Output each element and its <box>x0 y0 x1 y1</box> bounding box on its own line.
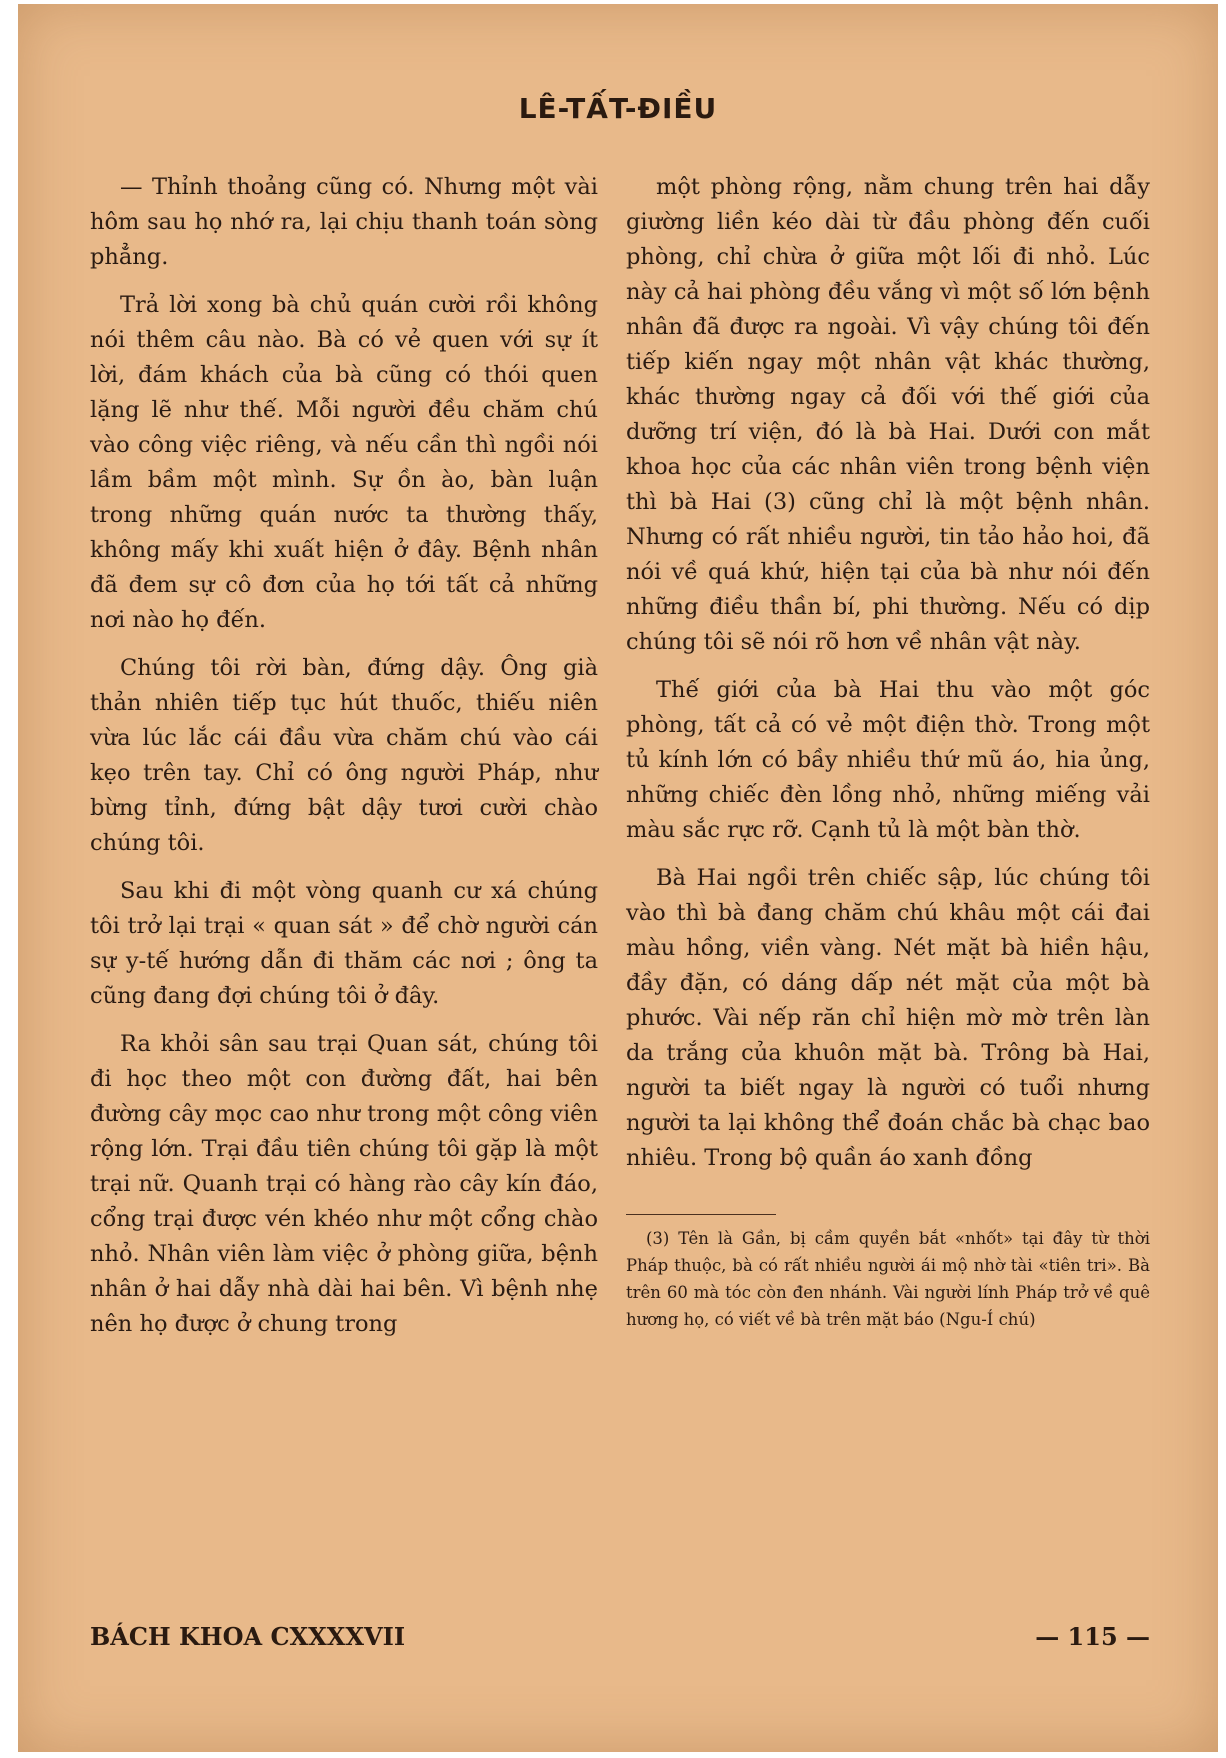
paragraph: Chúng tôi rời bàn, đứng dậy. Ông già thản nhiên tiếp tục hút thuốc, thiếu niên vừa lúc lắc cái đầu vừa chăm chú vào cái kẹo trên tay. Chỉ có ông người Pháp, như bừng tỉnh, đứng bật dậy tươi cười chào chúng tôi. <box>90 655 598 856</box>
paragraph: — Thỉnh thoảng cũng có. Nhưng một vài hôm sau họ nhớ ra, lại chịu thanh toán sòng phẳng. <box>90 174 598 270</box>
publication-footer: BÁCH KHOA CXXXXVII <box>90 1622 406 1651</box>
paragraph: một phòng rộng, nằm chung trên hai dẫy giường liền kéo dài từ đầu phòng đến cuối phòng, chỉ chừa ở giữa một lối đi nhỏ. Lúc này cả hai phòng đều vắng vì một số lớn bệnh nhân đã được ra ngoài. Vì vậy chúng tôi đến tiếp kiến ngay một nhân vật khác thường, khác thường ngay cả đối với thế giới của dưỡng trí viện, đó là bà Hai. Dưới con mắt khoa học của các nhân viên trong bệnh viện thì bà Hai (3) cũng chỉ là một bệnh nhân. Nhưng có rất nhiều người, tin tảo hảo hoi, đã nói về quá khứ, hiện tại của bà như nói đến những điều thần bí, phi thường. Nếu có dịp chúng tôi sẽ nói rõ hơn về nhân vật này. <box>626 174 1150 655</box>
paragraph: Bà Hai ngồi trên chiếc sập, lúc chúng tôi vào thì bà đang chăm chú khâu một cái đai màu hồng, viền vàng. Nét mặt bà hiền hậu, đầy đặn, có dáng dấp nét mặt của một bà phước. Vài nếp răn chỉ hiện mờ mờ trên làn da trắng của khuôn mặt bà. Trông bà Hai, người ta biết ngay là người có tuổi nhưng người ta lại không thể đoán chắc bà chạc bao nhiêu. Trong bộ quần áo xanh đồng <box>626 865 1150 1171</box>
footnote-divider <box>626 1214 776 1215</box>
paragraph: Thế giới của bà Hai thu vào một góc phòng, tất cả có vẻ một điện thờ. Trong một tủ kính lớn có bầy nhiều thứ mũ áo, hia ủng, những chiếc đèn lồng nhỏ, những miếng vải màu sắc rực rỡ. Cạnh tủ là một bàn thờ. <box>626 677 1150 843</box>
left-column <box>90 170 598 1355</box>
footnote: (3) Tên là Gần, bị cầm quyền bắt «nhốt» tại đây từ thời Pháp thuộc, bà có rất nhiều người ái mộ nhờ tài «tiên tri». Bà trên 60 mà tóc còn đen nhánh. Vài người lính Pháp trở về quê hương họ, có viết về bà trên mặt báo (Ngu-Í chú) <box>626 1229 1150 1329</box>
paragraph: Ra khỏi sân sau trại Quan sát, chúng tôi đi học theo một con đường đất, hai bên đường cây mọc cao như trong một công viên rộng lớn. Trại đầu tiên chúng tôi gặp là một trại nữ. Quanh trại có hàng rào cây kín đáo, cổng trại được vén khéo như một cổng chào nhỏ. Nhân viên làm việc ở phòng giữa, bệnh nhân ở hai dẫy nhà dài hai bên. Vì bệnh nhẹ nên họ được ở chung trong <box>90 1031 598 1337</box>
paragraph: Trả lời xong bà chủ quán cười rồi không nói thêm câu nào. Bà có vẻ quen với sự ít lời, đám khách của bà cũng có thói quen lặng lẽ như thế. Mỗi người đều chăm chú vào công việc riêng, và nếu cần thì ngồi nói lầm bầm một mình. Sự ồn ào, bàn luận trong những quán nước ta thường thấy, không mấy khi xuất hiện ở đây. Bệnh nhân đã đem sự cô đơn của họ tới tất cả những nơi nào họ đến. <box>90 292 598 633</box>
right-column <box>626 170 1150 1333</box>
page-header: LÊ-TẤT-ĐIỀU <box>518 92 718 125</box>
page-number: — 115 — <box>1035 1622 1150 1651</box>
page-sheet <box>18 4 1218 1752</box>
paragraph: Sau khi đi một vòng quanh cư xá chúng tôi trở lại trại « quan sát » để chờ người cán sự y-tế hướng dẫn đi thăm các nơi ; ông ta cũng đang đợi chúng tôi ở đây. <box>90 878 598 1009</box>
